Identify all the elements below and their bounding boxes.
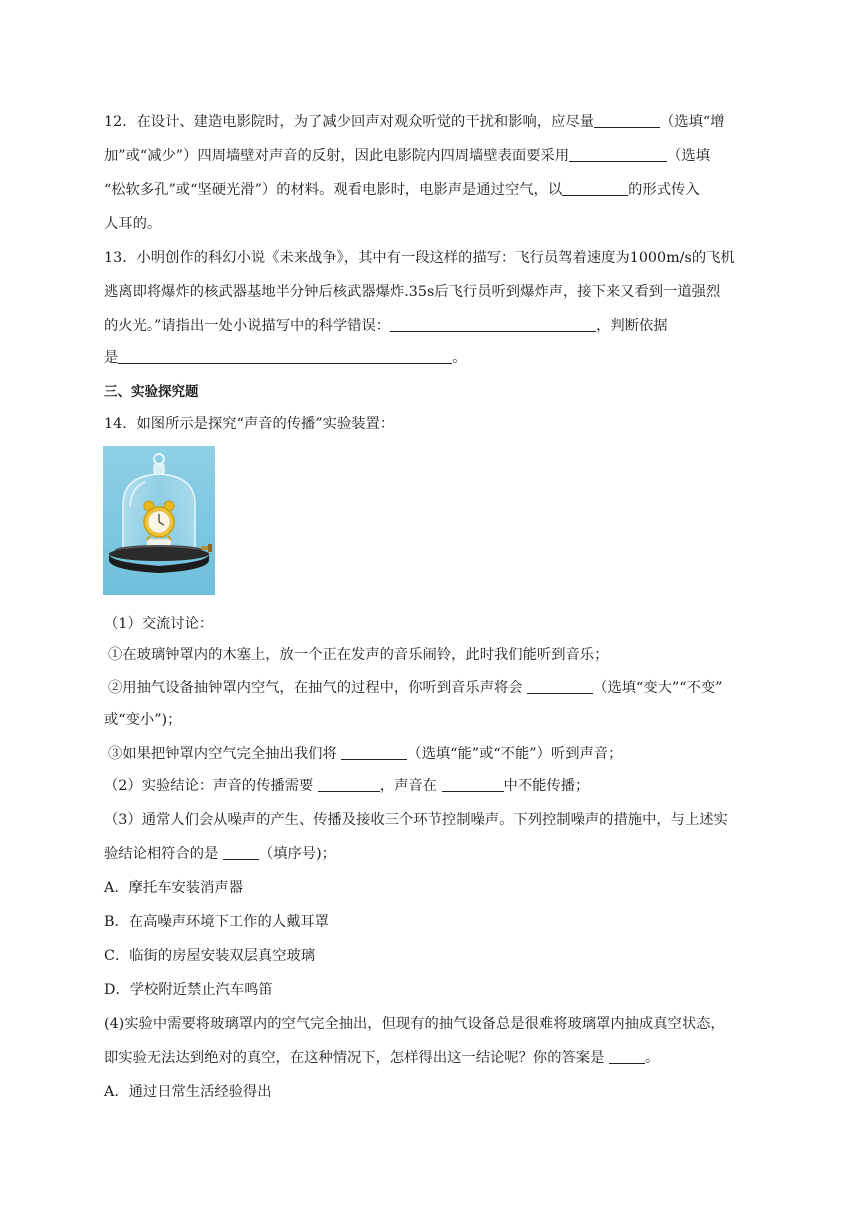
- answer-blank: [527, 678, 593, 694]
- answer-blank: [341, 744, 407, 760]
- q14-text: ①在玻璃钟罩内的木塞上，放一个正在发声的音乐闹铃，此时我们能听到音乐；: [108, 647, 609, 663]
- answer-blank: [118, 348, 452, 364]
- option-d: [104, 980, 273, 1000]
- option-text: C．临街的房屋安装双层真空玻璃: [104, 948, 316, 964]
- q14-text: 。: [644, 1050, 660, 1066]
- q13-text: 13．小明创作的科幻小说《未来战争》，其中有一段这样的描写：飞行员驾着速度为1000m/s的飞机: [104, 250, 735, 266]
- q14-text: （填序号)；: [258, 846, 336, 862]
- q14-text: ③如果把钟罩内空气完全抽出我们将: [108, 746, 342, 762]
- q14-text: （选填“变大”“不变”: [593, 680, 723, 696]
- q13-line-3: [104, 316, 668, 336]
- answer-blank: [562, 180, 628, 196]
- q14-c3: [108, 744, 622, 764]
- q14-part4-line2: [104, 1048, 659, 1068]
- q12-text: 的形式传入: [628, 182, 700, 198]
- q14-intro: [104, 414, 394, 434]
- q14-text: （选填“能”或“不能”）听到声音；: [407, 746, 623, 762]
- option-text: B．在高噪声环境下工作的人戴耳罩: [104, 914, 329, 930]
- q12-line-3: [104, 180, 700, 200]
- q14-text: （1）交流讨论：: [104, 616, 214, 632]
- option-a: [104, 878, 243, 898]
- bell-jar-image: [103, 446, 215, 595]
- q12-line-4: [104, 214, 161, 234]
- q12-text: （选填: [667, 148, 711, 164]
- answer-blank: [442, 776, 504, 792]
- q14-text: ，声音在: [379, 778, 442, 794]
- answer-blank: [594, 112, 660, 128]
- option-a-2: [104, 1082, 272, 1102]
- option-text: A．摩托车安装消声器: [104, 880, 243, 896]
- q14-part4-line1: [104, 1014, 725, 1034]
- q13-text: 逃离即将爆炸的核武器基地半分钟后核武器爆炸.35s后飞行员听到爆炸声，接下来又看到一道强烈: [104, 284, 721, 300]
- q13-line-4: [104, 348, 467, 368]
- answer-blank: [390, 316, 596, 332]
- q13-text: ，判断依据: [596, 318, 668, 334]
- answer-blank: [569, 146, 667, 162]
- q14-text: (4)实验中需要将玻璃罩内的空气完全抽出，但现有的抽气设备总是很难将玻璃罩内抽成真空状态，: [104, 1016, 725, 1032]
- bell-jar-illustration: [103, 446, 215, 595]
- answer-blank: [609, 1048, 645, 1064]
- q14-part3-line1: [104, 810, 728, 830]
- q13-text: 是: [104, 350, 119, 366]
- q14-part1-label: [104, 614, 213, 634]
- q12-text: 人耳的。: [104, 216, 162, 232]
- q13-line-2: [104, 282, 720, 302]
- q13-text: 的火光。”请指出一处小说描写中的科学错误：: [104, 318, 391, 334]
- q14-c2-cont: [104, 710, 181, 730]
- q14-text: （3）通常人们会从噪声的产生、传播及接收三个环节控制噪声。下列控制噪声的措施中，与上述实: [104, 812, 728, 828]
- q13-line-1: [104, 248, 735, 268]
- q14-c1: [108, 645, 608, 665]
- option-text: A．通过日常生活经验得出: [104, 1084, 272, 1100]
- q14-part3-line2: [104, 844, 336, 864]
- section-heading: 三、实验探究题: [104, 384, 199, 400]
- answer-blank: [223, 844, 259, 860]
- option-text: D．学校附近禁止汽车鸣笛: [104, 982, 273, 998]
- q14-c2: [108, 678, 722, 698]
- q14-text: ②用抽气设备抽钟罩内空气，在抽气的过程中，你听到音乐声将会: [108, 680, 528, 696]
- q12-text: 12．在设计、建造电影院时，为了减少回声对观众听觉的干扰和影响，应尽量: [104, 114, 594, 130]
- q12-text: 加”或“减少”）四周墙壁对声音的反射，因此电影院内四周墙壁表面要采用: [104, 148, 570, 164]
- q13-text: 。: [452, 350, 467, 366]
- q12-line-2: [104, 146, 710, 166]
- q14-text: 14．如图所示是探究“声音的传播”实验装置：: [104, 416, 395, 432]
- q12-text: “松软多孔”或“坚硬光滑”）的材料。观看电影时，电影声是通过空气，以: [104, 182, 563, 198]
- option-c: [104, 946, 315, 966]
- q14-text: （2）实验结论：声音的传播需要: [104, 778, 318, 794]
- option-b: [104, 912, 329, 932]
- q12-line-1: [104, 112, 725, 132]
- q14-text: 即实验无法达到绝对的真空，在这种情况下，怎样得出这一结论呢？你的答案是: [104, 1050, 609, 1066]
- q12-text: （选填“增: [660, 114, 725, 130]
- q14-part2: [104, 776, 589, 796]
- q14-text: 中不能传播；: [503, 778, 590, 794]
- answer-blank: [318, 776, 380, 792]
- q14-text: 验结论相符合的是: [104, 846, 223, 862]
- q14-text: 或“变小”)；: [104, 712, 182, 728]
